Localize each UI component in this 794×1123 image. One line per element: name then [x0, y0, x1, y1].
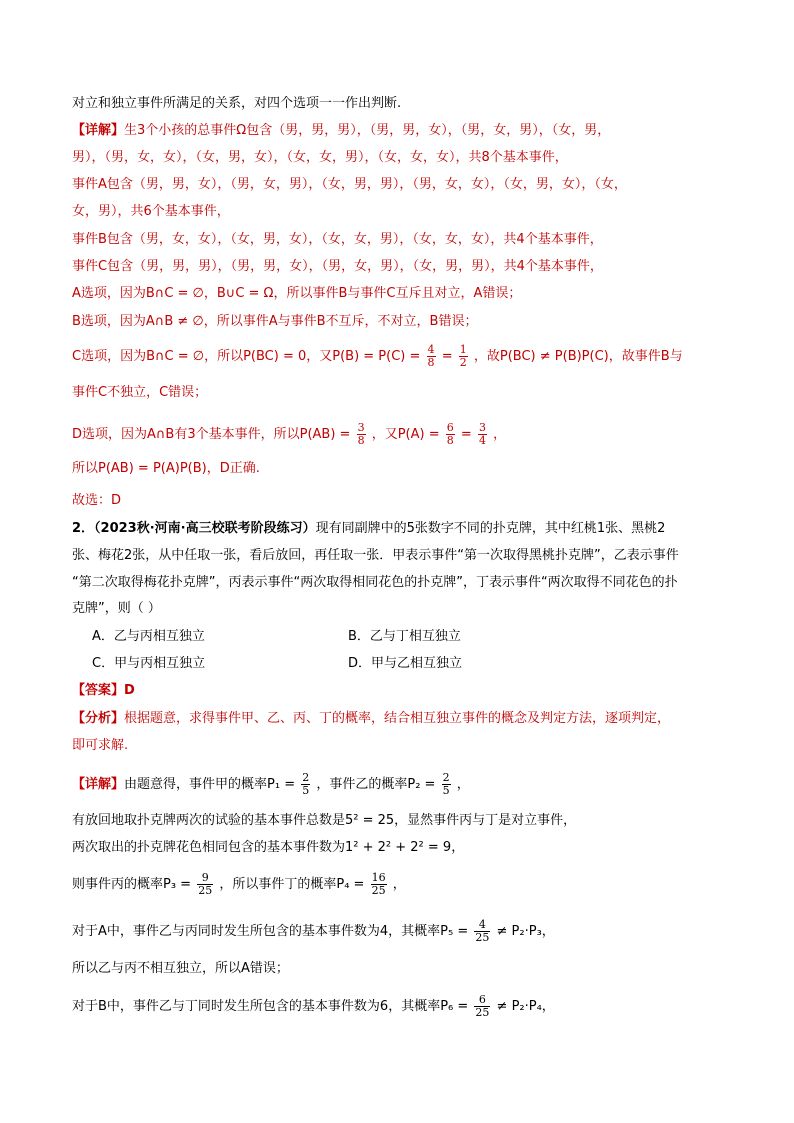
- text-part: ，所以事件丁的概率P₄ =: [219, 877, 365, 892]
- denominator: 8: [357, 434, 365, 447]
- text-part: D选项，因为A∩B有3个基本事件，所以P(AB) =: [72, 427, 351, 442]
- denominator: 4: [478, 434, 486, 447]
- denominator: 25: [371, 884, 386, 897]
- option-d-line: [72, 422, 506, 447]
- numerator: 3: [478, 421, 486, 434]
- text-part: ，又P(A) =: [371, 427, 440, 442]
- detail-line: 女，男），共6个基本事件，: [72, 204, 230, 219]
- fraction: [197, 872, 213, 897]
- fraction: [446, 422, 455, 447]
- denominator: 5: [442, 784, 450, 797]
- text-part: ，: [493, 427, 507, 442]
- numerator: 2: [442, 771, 450, 784]
- analysis-line: 即可求解.: [72, 738, 129, 753]
- text-part: ≠ P₂·P₃，: [496, 924, 555, 939]
- analysis-text: 根据题意，求得事件甲、乙、丙、丁的概率，结合相互独立事件的概念及判定方法，逐项判定，: [124, 711, 671, 726]
- text-part: C选项，因为B∩C = ∅，所以P(BC) = 0，又P(B) = P(C) =: [72, 349, 421, 364]
- solution-tag: 【详解】: [72, 777, 125, 792]
- denominator: 25: [198, 884, 213, 897]
- solution-line: 两次取出的扑克牌花色相同包含的基本事件数为1² + 2² + 2² = 9，: [72, 840, 465, 855]
- solution-line: [72, 872, 406, 897]
- numerator: 4: [427, 343, 435, 356]
- numerator: 1: [459, 343, 467, 356]
- denominator: 5: [302, 784, 310, 797]
- detail-line: A选项，因为B∩C = ∅，B∪C = Ω，所以事件B与事件C互斥且对立，A错误；: [72, 286, 522, 301]
- text-part: ，: [392, 877, 406, 892]
- fraction: [459, 344, 468, 369]
- text-line: 对立和独立事件所满足的关系，对四个选项一一作出判断.: [72, 96, 402, 111]
- fraction: [371, 872, 387, 897]
- fraction: [478, 422, 487, 447]
- detail-line: 事件C包含（男，男，男），（男，男，女），（男，女，男），（女，男，男），共4个基本事件，: [72, 259, 603, 274]
- detail-line: 男），（男，女，女），（女，男，女），（女，女，男），（女，女，女），共8个基本事件，: [72, 150, 568, 165]
- analysis-line: [72, 710, 670, 728]
- solution-line: [72, 919, 555, 944]
- numerator: 16: [371, 871, 386, 884]
- denominator: 2: [459, 356, 467, 369]
- option-c: C．甲与丙相互独立: [92, 656, 206, 671]
- fraction: [442, 772, 451, 797]
- denominator: 25: [475, 1006, 490, 1019]
- text-part: 对于B中，事件乙与丁同时发生所包含的基本事件数为6，其概率P₆ =: [72, 999, 469, 1014]
- denominator: 8: [446, 434, 454, 447]
- text-part: ≠ P₂·P₄，: [496, 999, 555, 1014]
- text-part: 则事件丙的概率P₃ =: [72, 877, 192, 892]
- fraction: [301, 772, 310, 797]
- detail-line: [72, 122, 610, 140]
- solution-line: 有放回地取扑克牌两次的试验的基本事件总数是5² = 25，显然事件丙与丁是对立事件，: [72, 813, 577, 828]
- solution-line: [72, 772, 470, 797]
- choice-line: 故选：D: [72, 493, 122, 508]
- detail-tag: 【详解】: [72, 123, 125, 138]
- solution-line: 所以乙与丙不相互独立，所以A错误；: [72, 961, 289, 976]
- fraction: [357, 422, 366, 447]
- fraction: [474, 919, 490, 944]
- question-text: 现有同副牌中的5张数字不同的扑克牌，其中红桃1张、黑桃2: [315, 521, 666, 536]
- text-part: ，: [456, 777, 470, 792]
- numerator: 2: [302, 771, 310, 784]
- detail-line: 所以P(AB) = P(A)P(B)，D正确.: [72, 461, 260, 476]
- denominator: 8: [427, 356, 435, 369]
- fraction: [427, 344, 436, 369]
- denominator: 25: [475, 931, 490, 944]
- option-b: B．乙与丁相互独立: [348, 629, 461, 644]
- numerator: 9: [197, 872, 213, 885]
- detail-line: B选项，因为A∩B ≠ ∅，所以事件A与事件B不互斥，不对立，B错误；: [72, 314, 478, 329]
- text-part: 对于A中，事件乙与丙同时发生所包含的基本事件数为4，其概率P₅ =: [72, 924, 469, 939]
- detail-text: 生3个小孩的总事件Ω包含（男，男，男），（男，男，女），（男，女，男），（女，男，: [124, 123, 611, 138]
- question-line: “第二次取得梅花扑克牌”，丙表示事件“两次取得相同花色的扑克牌”，丁表示事件“两次取得不同花色的扑: [72, 575, 678, 590]
- option-d: D．甲与乙相互独立: [348, 656, 463, 671]
- question-source: 2．（2023秋·河南·高三校联考阶段练习）: [72, 521, 316, 536]
- text-part: 由题意得，事件甲的概率P₁ =: [124, 777, 296, 792]
- answer-line: 【答案】D: [72, 683, 135, 698]
- detail-line: 事件A包含（男，男，女），（男，女，男），（女，男，男），（男，女，女），（女，男，女），（女，: [72, 177, 627, 192]
- text-part: =: [441, 349, 453, 364]
- numerator: 6: [446, 421, 454, 434]
- question-line: 克牌”，则（ ）: [72, 601, 161, 616]
- analysis-tag: 【分析】: [72, 711, 125, 726]
- numerator: 3: [357, 421, 365, 434]
- option-c-line: [72, 344, 683, 369]
- fraction: [474, 994, 490, 1019]
- numerator: 6: [474, 994, 490, 1007]
- text-part: ，事件乙的概率P₂ =: [316, 777, 436, 792]
- text-part: =: [460, 427, 472, 442]
- solution-line: [72, 994, 555, 1019]
- text-part: ，故P(BC) ≠ P(B)P(C)，故事件B与: [473, 349, 683, 364]
- detail-line: 事件B包含（男，女，女），（女，男，女），（女，女，男），（女，女，女），共4个基本事件，: [72, 232, 603, 247]
- option-a: A．乙与丙相互独立: [92, 629, 205, 644]
- numerator: 4: [474, 919, 490, 932]
- question-line: 张、梅花2张，从中任取一张，看后放回，再任取一张．甲表示事件“第一次取得黑桃扑克牌”，乙表示事件: [72, 548, 679, 563]
- question-line: [72, 520, 665, 538]
- detail-line: 事件C不独立，C错误；: [72, 385, 208, 400]
